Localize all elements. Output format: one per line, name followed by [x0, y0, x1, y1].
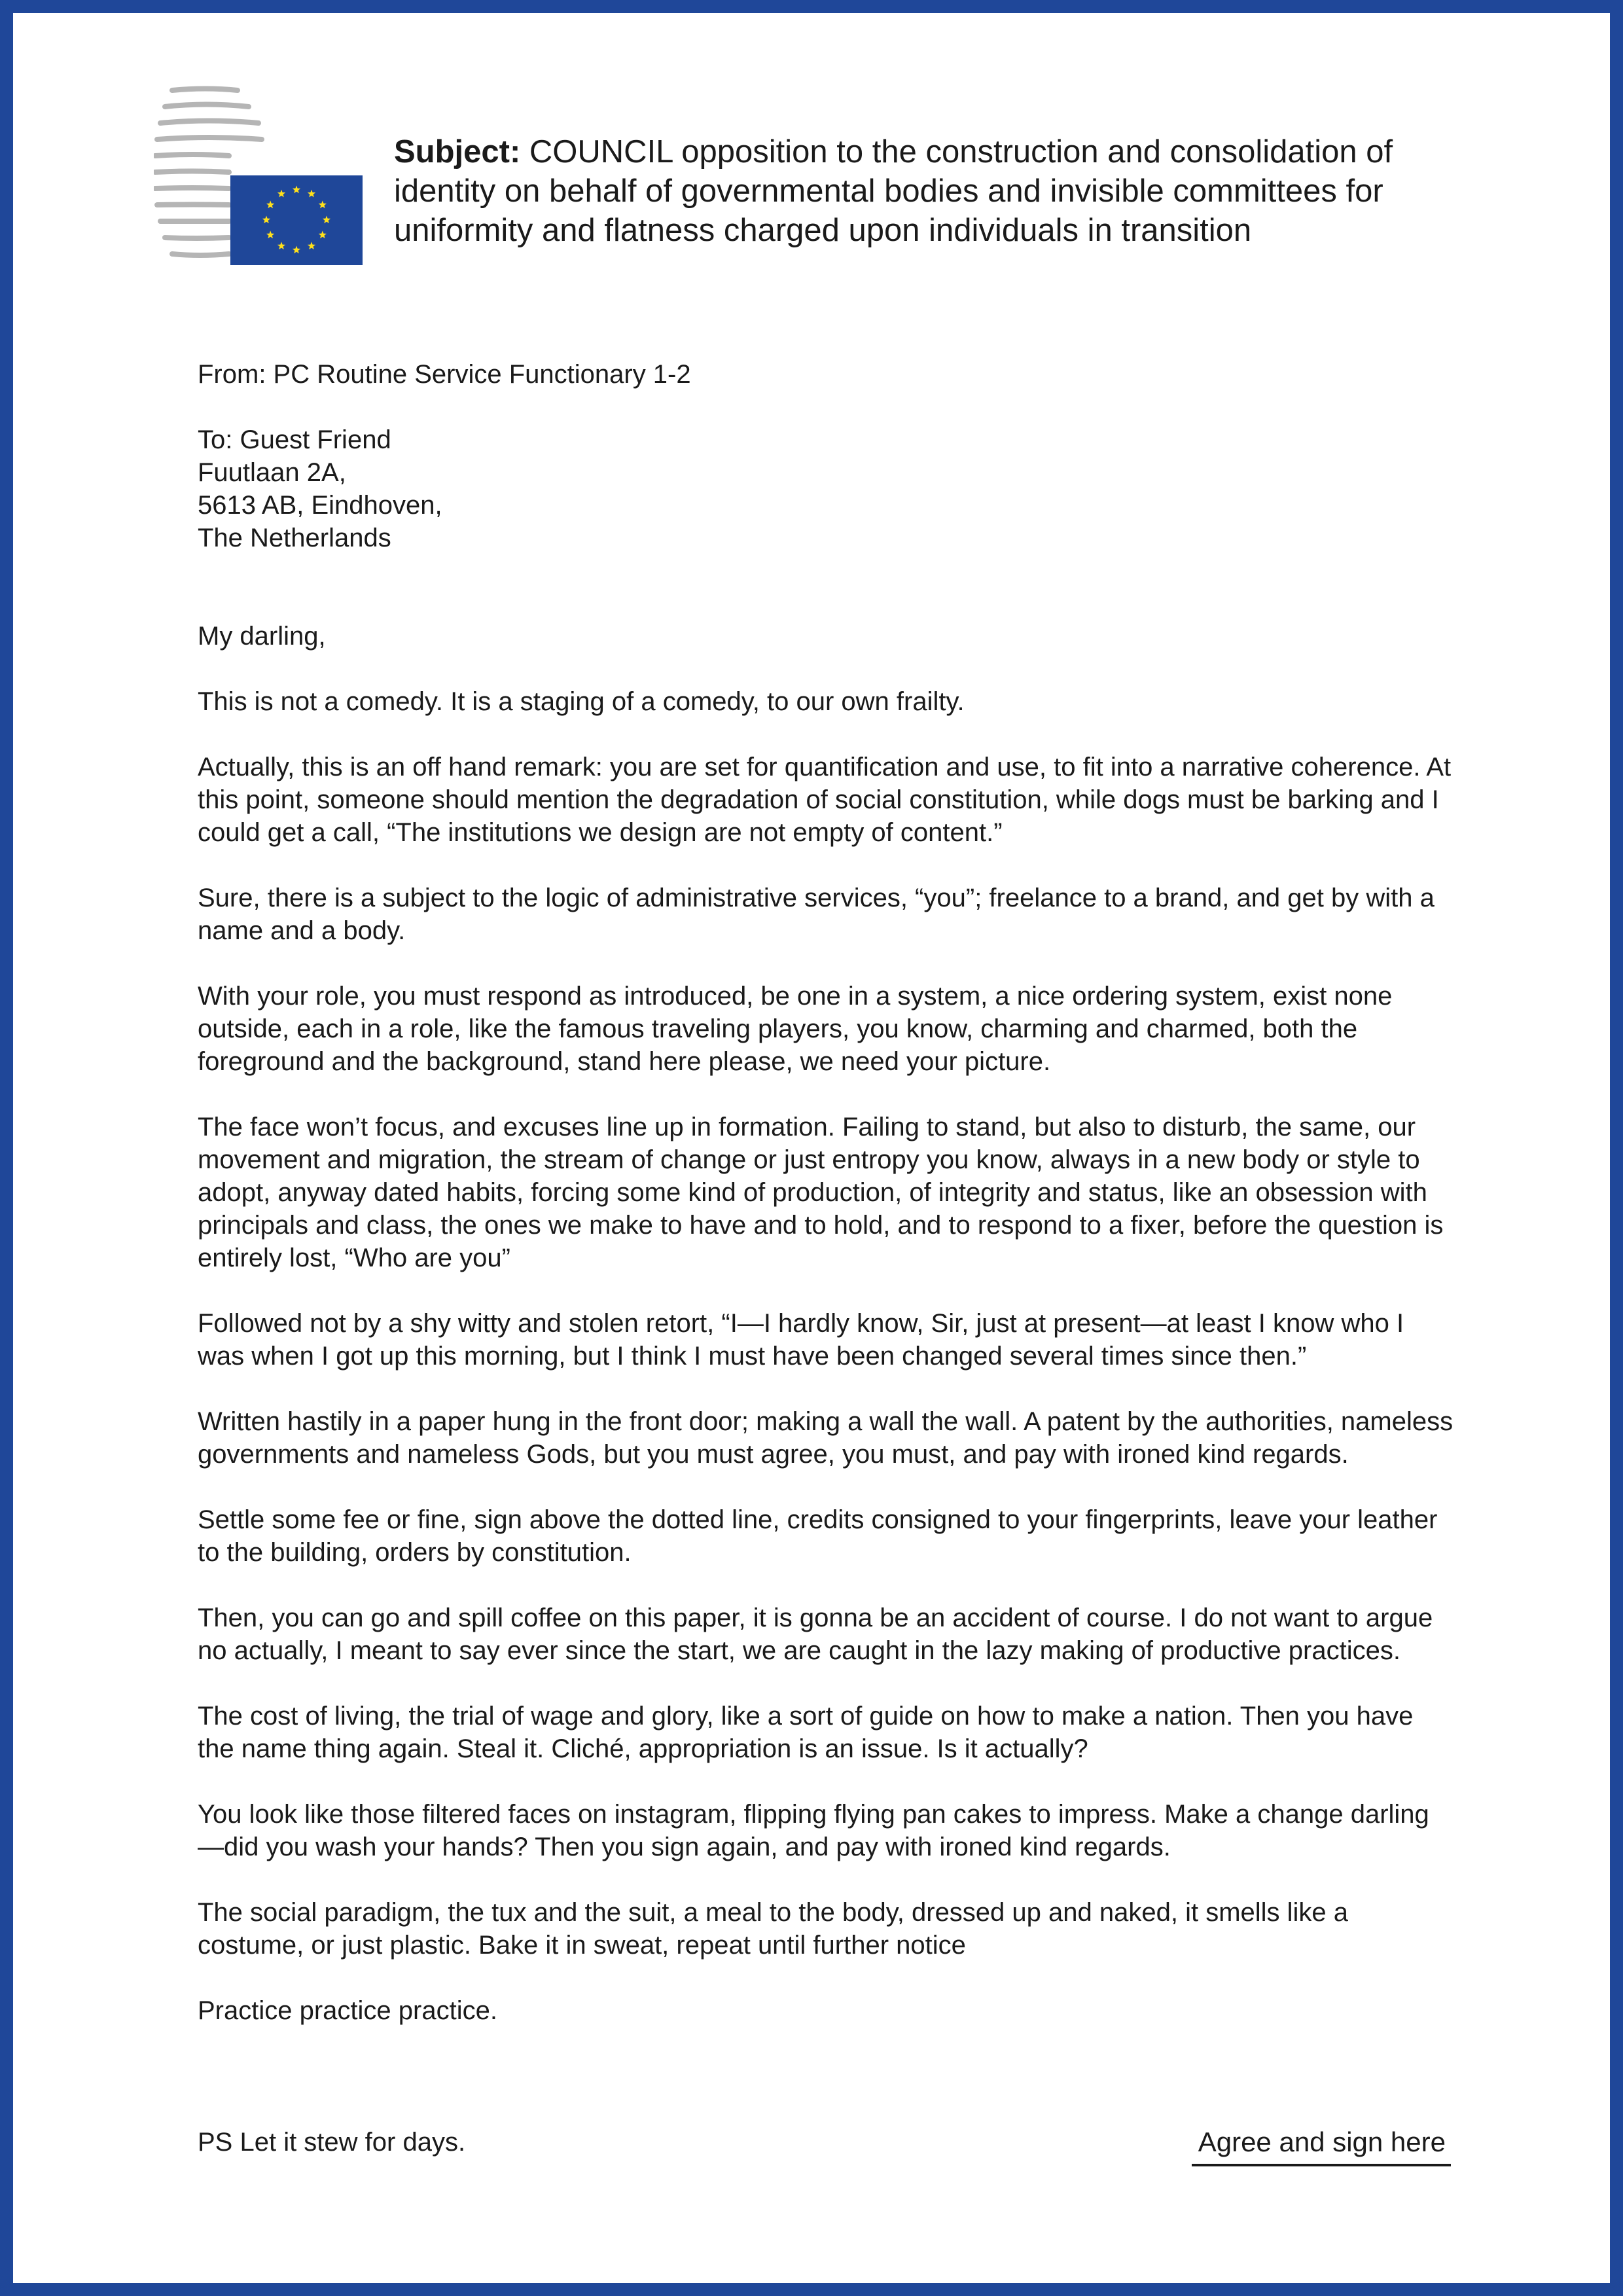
address-line: Fuutlaan 2A, — [198, 458, 346, 487]
letter-body — [198, 358, 1454, 2027]
body-paragraph: Practice practice practice. — [198, 1996, 497, 2025]
address-line: The Netherlands — [198, 524, 391, 552]
body-paragraph: The cost of living, the trial of wage and glory, like a sort of guide on how to make a nation. Then you have the name thing again. Steal it. Cliché, appropriation is an issue. Is it actually? — [198, 1702, 1414, 1763]
eu-council-logo-icon — [154, 85, 363, 268]
recipient-address — [198, 423, 1454, 554]
body-paragraph: With your role, you must respond as introduced, be one in a system, a nice ordering system, exist none outside, each in a role, like the famous traveling players, you know, charming and charmed, both the foreground and the background, stand here please, we need your picture. — [198, 982, 1393, 1076]
body-paragraph: Actually, this is an off hand remark: you are set for quantification and use, to fit into a narrative coherence. At this point, someone should mention the degradation of social constitution, while dogs must be barking and I could get a call, “The institutions we design are not empty of content.” — [198, 753, 1452, 847]
subject-heading — [394, 132, 1493, 250]
body-paragraph: Sure, there is a subject to the logic of administrative services, “you”; freelance to a brand, and get by with a name and a body. — [198, 884, 1435, 945]
body-paragraph: Written hastily in a paper hung in the front door; making a wall the wall. A patent by the authorities, nameless governments and nameless Gods, but you must agree, you must, and pay with ironed kind regards. — [198, 1407, 1454, 1469]
address-line: To: Guest Friend — [198, 425, 391, 454]
address-line: 5613 AB, Eindhoven, — [198, 491, 442, 520]
body-paragraph: You look like those filtered faces on instagram, flipping flying pan cakes to impress. Make a change darling—did you wash your hands? Then you sign again, and pay with ironed kind regards. — [198, 1800, 1429, 1861]
body-paragraph: Then, you can go and spill coffee on this paper, it is gonna be an accident of course. I do not want to argue no actually, I meant to say ever since the start, we are caught in the lazy making of productive practices. — [198, 1604, 1433, 1665]
body-paragraph: The face won’t focus, and excuses line up in formation. Failing to stand, but also to disturb, the same, our movement and migration, the stream of change or just entropy you know, always in a new body or style to adopt, anyway dated habits, forcing some kind of production, of integrity and status, like an obsession with principals and class, the ones we make to have and to hold, and to respond to a fixer, before the question is entirely lost, “Who are you” — [198, 1113, 1444, 1272]
postscript: PS Let it stew for days. — [198, 2128, 466, 2157]
body-paragraph: The social paradigm, the tux and the suit, a meal to the body, dressed up and naked, it smells like a costume, or just plastic. Bake it in sweat, repeat until further notice — [198, 1898, 1349, 1960]
subject-label: Subject: — [394, 134, 521, 170]
body-paragraph: Followed not by a shy witty and stolen retort, “I—I hardly know, Sir, just at present—at least I know who I was when I got up this morning, but I think I must have been changed several times since then.” — [198, 1309, 1404, 1371]
from-line: From: PC Routine Service Functionary 1-2 — [198, 360, 691, 389]
body-paragraph: This is not a comedy. It is a staging of a comedy, to our own frailty. — [198, 687, 965, 716]
agree-and-sign-link[interactable]: Agree and sign here — [1192, 2126, 1451, 2166]
greeting: My darling, — [198, 622, 326, 651]
body-paragraph: Settle some fee or fine, sign above the dotted line, credits consigned to your fingerprints, leave your leather to the building, orders by constitution. — [198, 1505, 1438, 1567]
subject-text: COUNCIL opposition to the construction and consolidation of identity on behalf of governmental bodies and invisible committees for uniformity and flatness charged upon individuals in transition — [394, 134, 1393, 248]
